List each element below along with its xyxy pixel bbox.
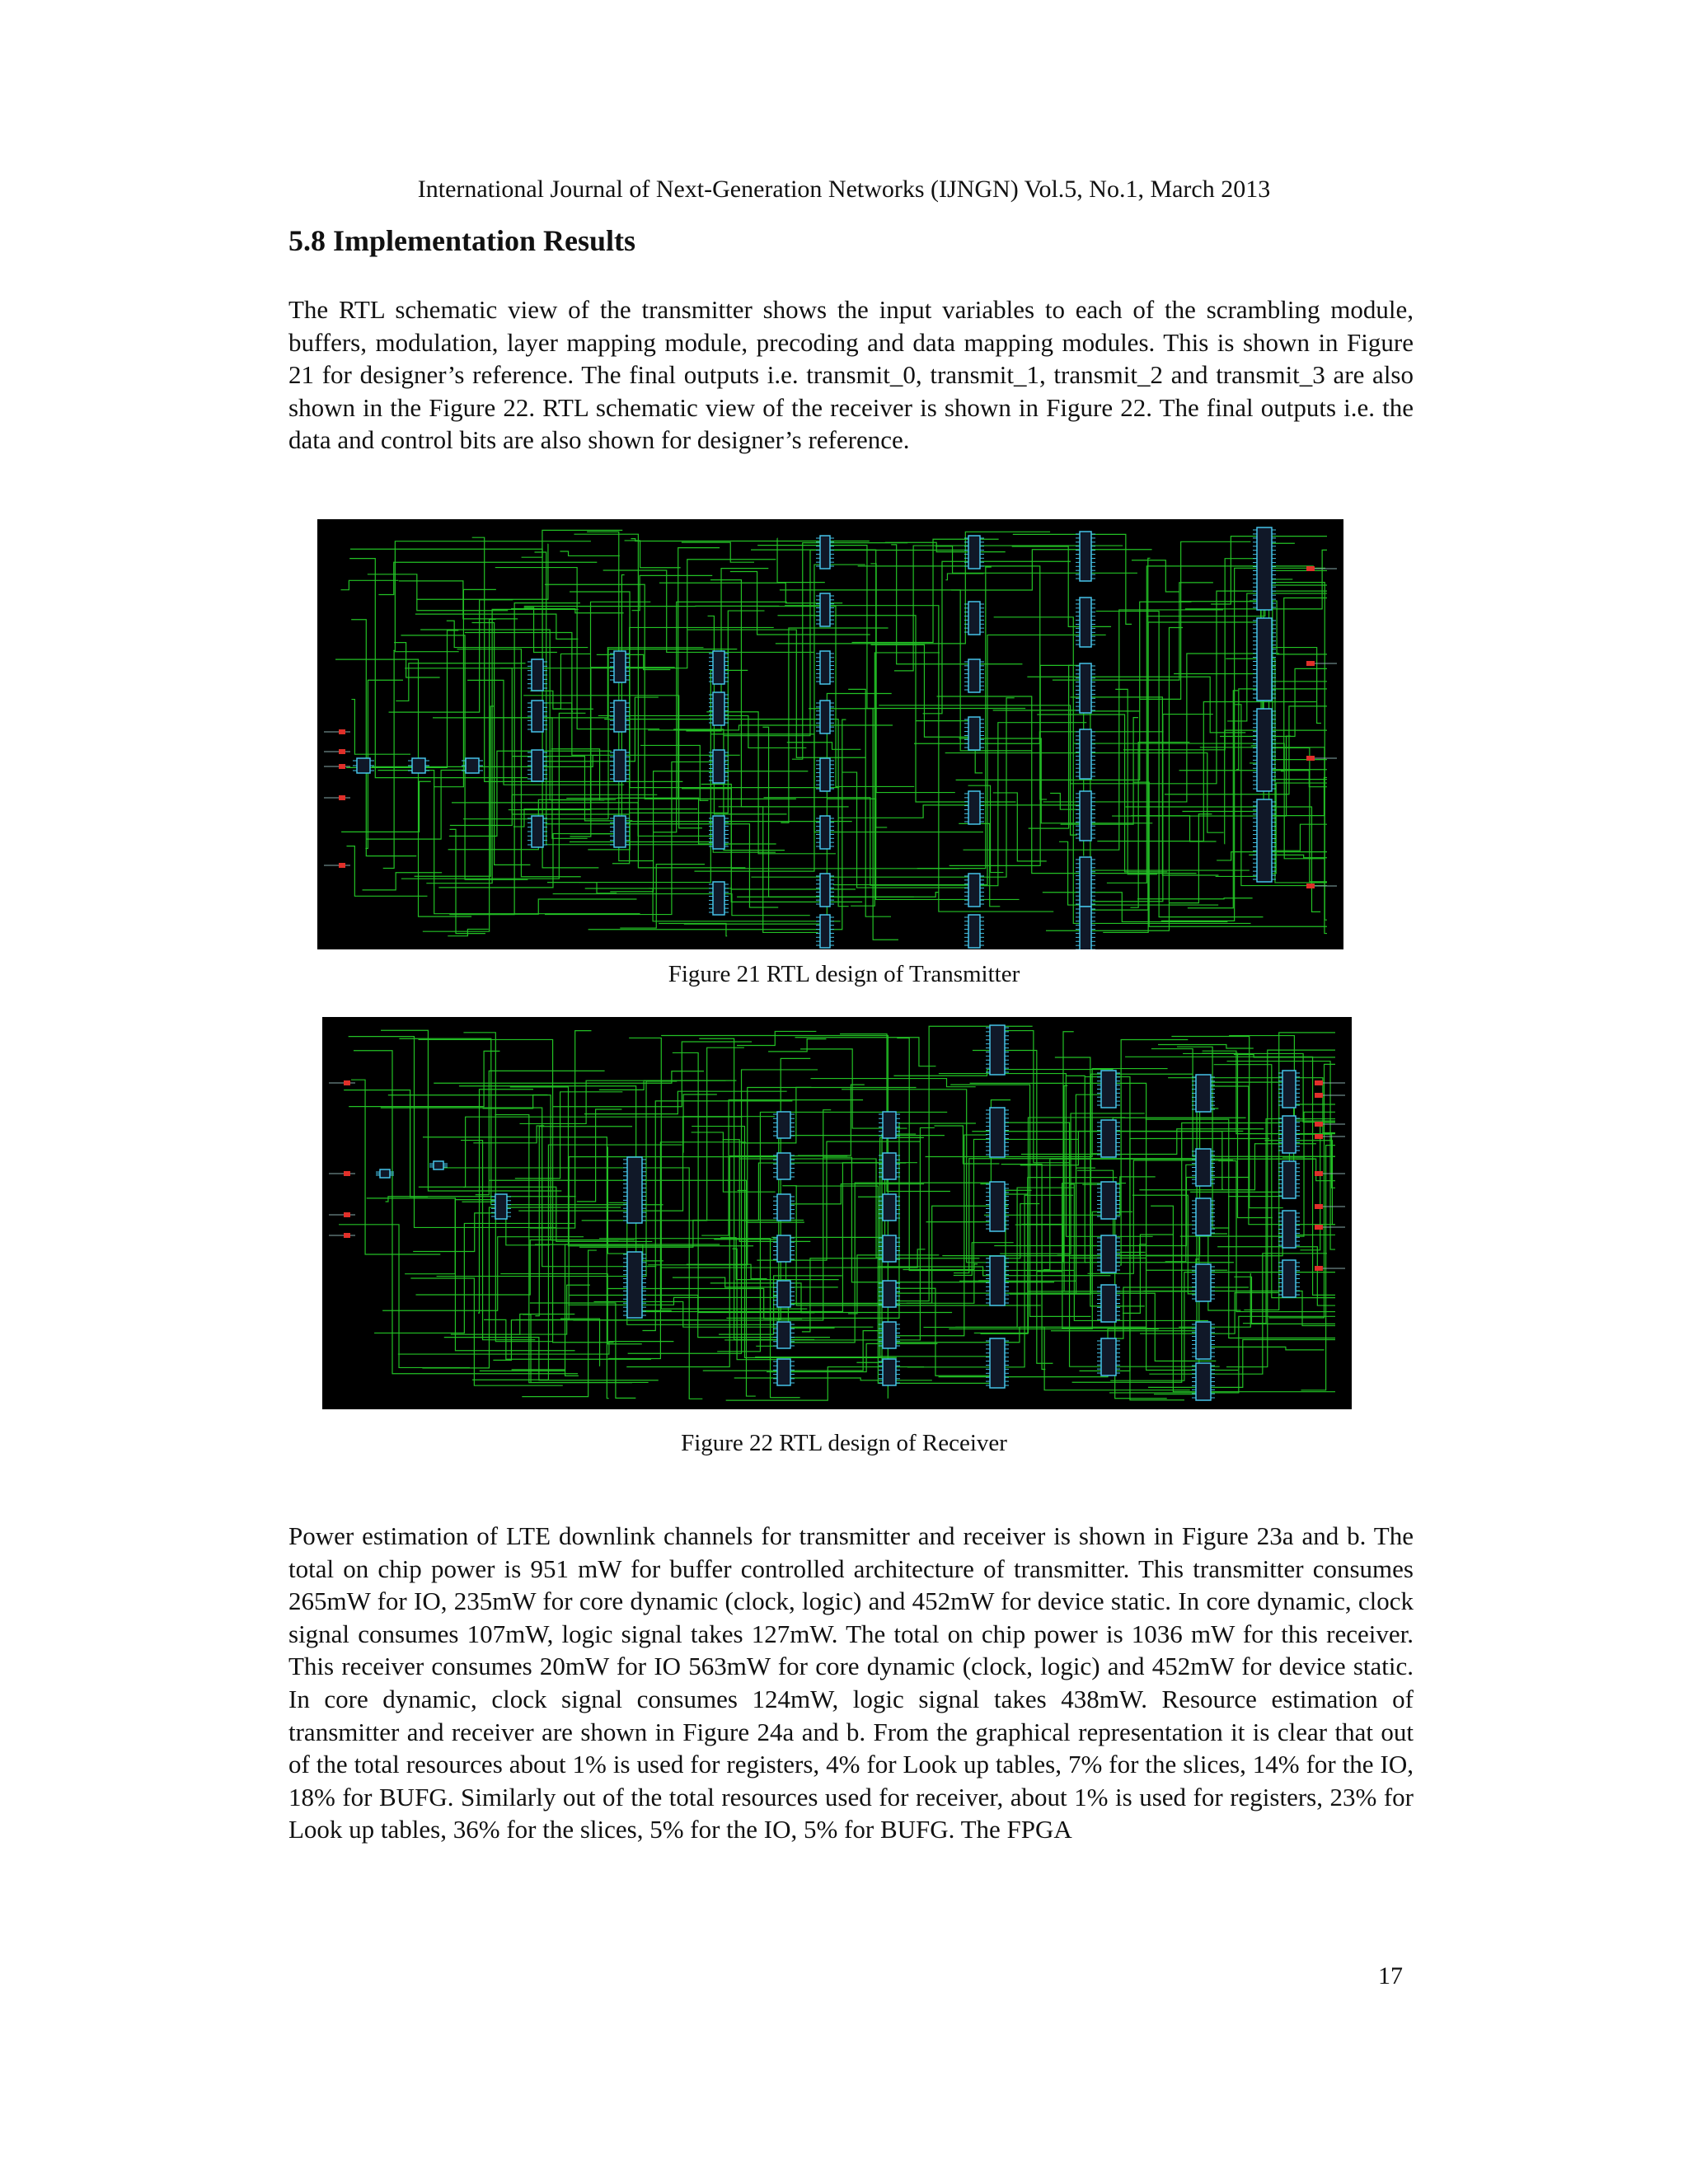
section-heading: 5.8 Implementation Results [288,224,635,257]
running-header: International Journal of Next-Generation Networks (IJNGN) Vol.5, No.1, March 2013 [417,176,1271,203]
body-paragraph-1: The RTL schematic view of the transmitter shows the input variables to each of the scrambling module, buffers, modulation, layer mapping module, precoding and data mapping modules. This is shown in Figure 21 for designer’s reference. The final outputs i.e. transmit_0, transmit_1, transmit_2 and transmit_3 are also shown in the Figure 22. RTL schematic view of the receiver is shown in Figure 22. The final outputs i.e. the data and control bits are also shown for designer’s reference. [288,295,1414,455]
body-paragraph-2: Power estimation of LTE downlink channels for transmitter and receiver is shown in Figure 23a and b. The total on chip power is 951 mW for buffer controlled architecture of transmitter. This transmitter consumes 265mW for IO, 235mW for core dynamic (clock, logic) and 452mW for device static. In core dynamic, clock signal consumes 107mW, logic signal takes 127mW. The total on chip power is 1036 mW for this receiver. This receiver consumes 20mW for IO 563mW for core dynamic (clock, logic) and 452mW for device static. In core dynamic, clock signal consumes 124mW, logic signal takes 438mW. Resource estimation of transmitter and receiver are shown in Figure 24a and b. From the graphical representation it is clear that out of the total resources about 1% is used for registers, 4% for Look up tables, 7% for the slices, 14% for the IO, 18% for BUFG. Similarly out of the total resources used for receiver, about 1% is used for registers, 23% for Look up tables, 36% for the slices, 5% for the IO, 5% for BUFG. The FPGA [288,1521,1414,1844]
page-number: 17 [1378,1962,1403,1990]
transmitter-rtl-schematic-image [317,519,1343,949]
receiver-rtl-schematic-image [322,1017,1352,1409]
figure-21-caption: Figure 21 RTL design of Transmitter [668,961,1020,987]
figure-21-transmitter-schematic [317,519,1343,949]
figure-22-caption: Figure 22 RTL design of Receiver [681,1430,1007,1456]
figure-22-receiver-schematic [322,1017,1352,1409]
